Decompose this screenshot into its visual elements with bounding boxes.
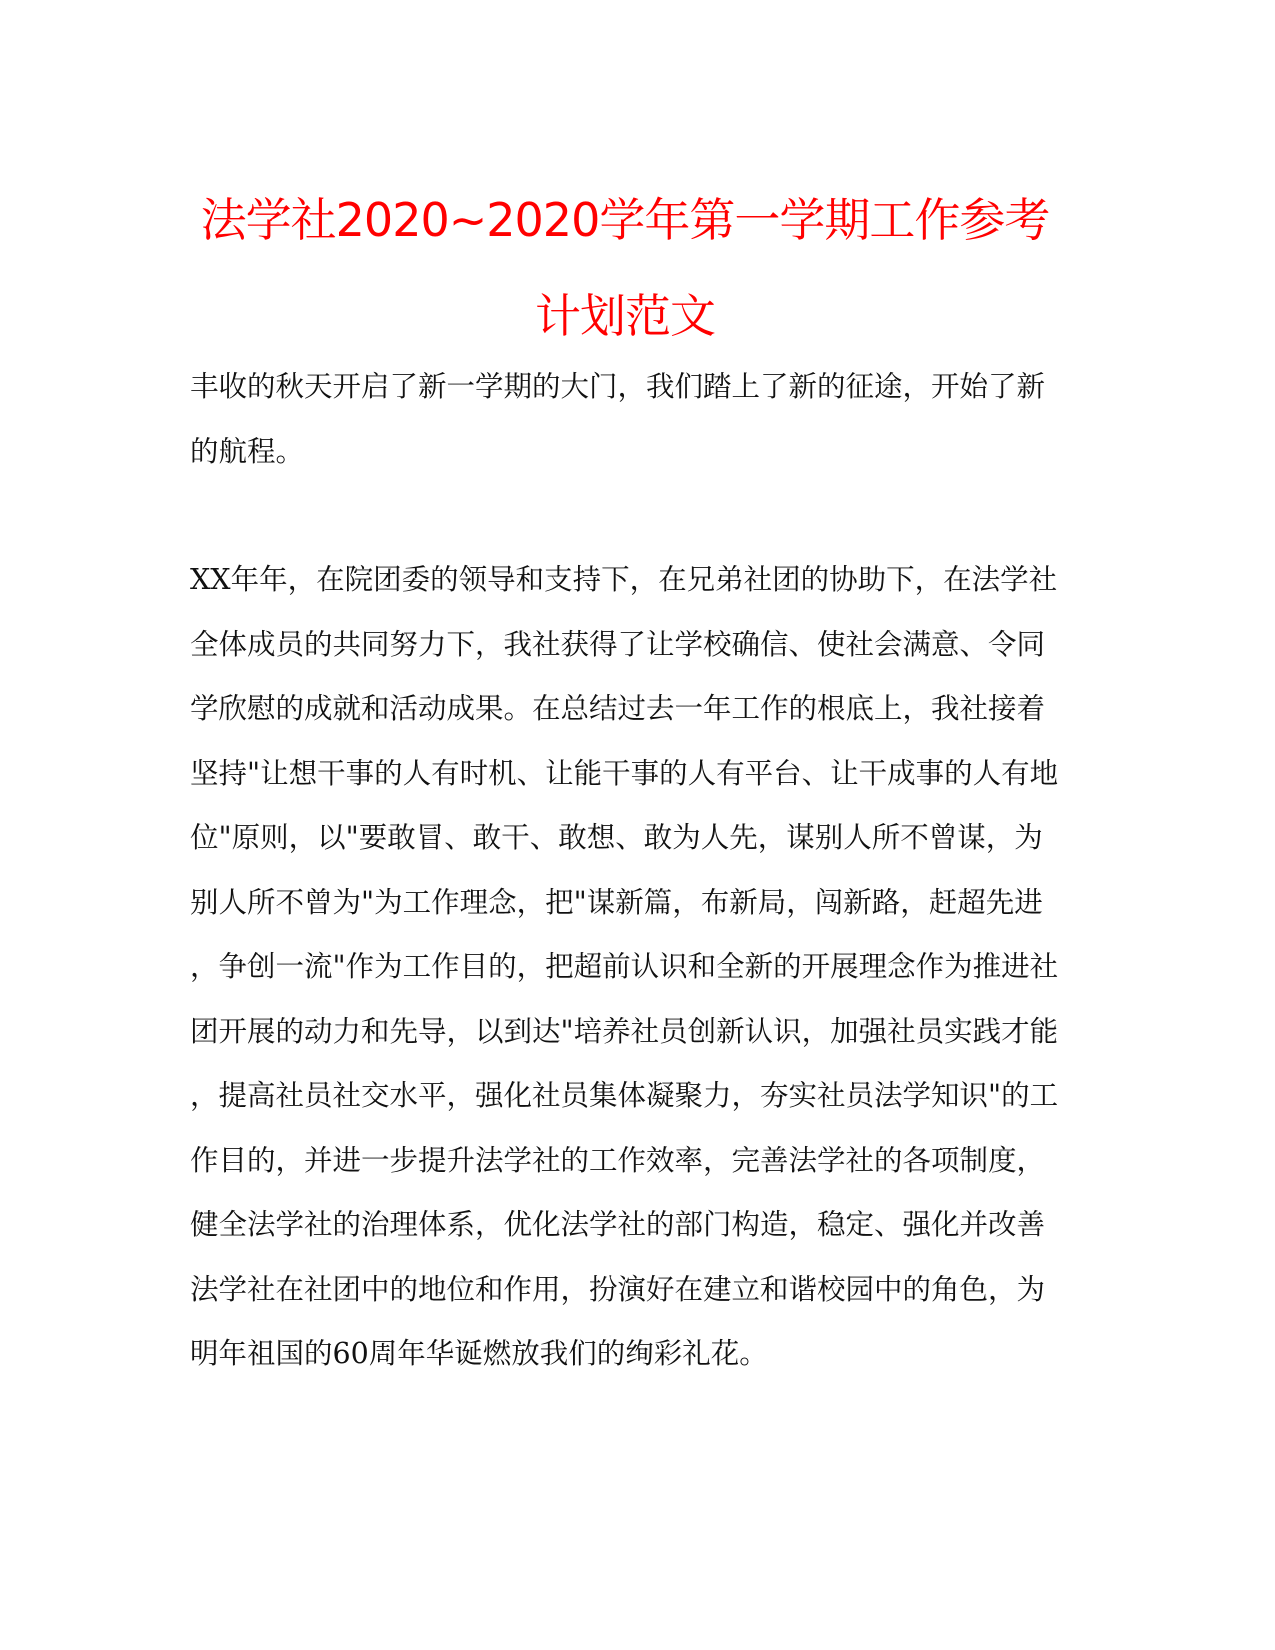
text-line: XX年年，在院团委的领导和支持下，在兄弟社团的协助下，在法学社: [190, 563, 1058, 596]
text-line: 作目的，并进一步提升法学社的工作效率，完善法学社的各项制度，: [190, 1143, 1046, 1177]
paragraph-main: [190, 548, 1090, 1387]
text-line: 健全法学社的治理体系，优化法学社的部门构造，稳定、强化并改善: [190, 1208, 1046, 1241]
text-line: 位"原则，以"要敢冒、敢干、敢想、敢为人先，谋别人所不曾谋，为: [190, 821, 1043, 854]
paragraph-intro: [190, 355, 1090, 484]
text-line: 坚持"让想干事的人有时机、让能干事的人有平台、让干成事的人有地: [190, 756, 1059, 790]
title-line-1: 法学社2020~2020学年第一学期工作参考: [200, 193, 1050, 247]
text-line: 明年祖国的60周年华诞燃放我们的绚彩礼花。: [190, 1337, 768, 1370]
text-line: ，提高社员社交水平，强化社员集体凝聚力，夯实社员法学知识"的工: [190, 1079, 1059, 1112]
title-line-2: 计划范文: [535, 289, 715, 343]
text-line: 的航程。: [190, 434, 305, 468]
text-line: 别人所不曾为"为工作理念，把"谋新篇，布新局，闯新路，赶超先进: [190, 885, 1043, 919]
text-line: 丰收的秋天开启了新一学期的大门，我们踏上了新的征途，开始了新: [190, 370, 1046, 403]
text-line: 全体成员的共同努力下，我社获得了让学校确信、使社会满意、令同: [190, 627, 1046, 661]
text-line: 团开展的动力和先导，以到达"培养社员创新认识，加强社员实践才能: [190, 1014, 1059, 1048]
text-line: 学欣慰的成就和活动成果。在总结过去一年工作的根底上，我社接着: [190, 692, 1046, 725]
text-line: 法学社在社团中的地位和作用，扮演好在建立和谐校园中的角色，为: [190, 1272, 1046, 1306]
text-line: ，争创一流"作为工作目的，把超前认识和全新的开展理念作为推进社: [190, 950, 1059, 983]
document-title: [160, 172, 1090, 364]
